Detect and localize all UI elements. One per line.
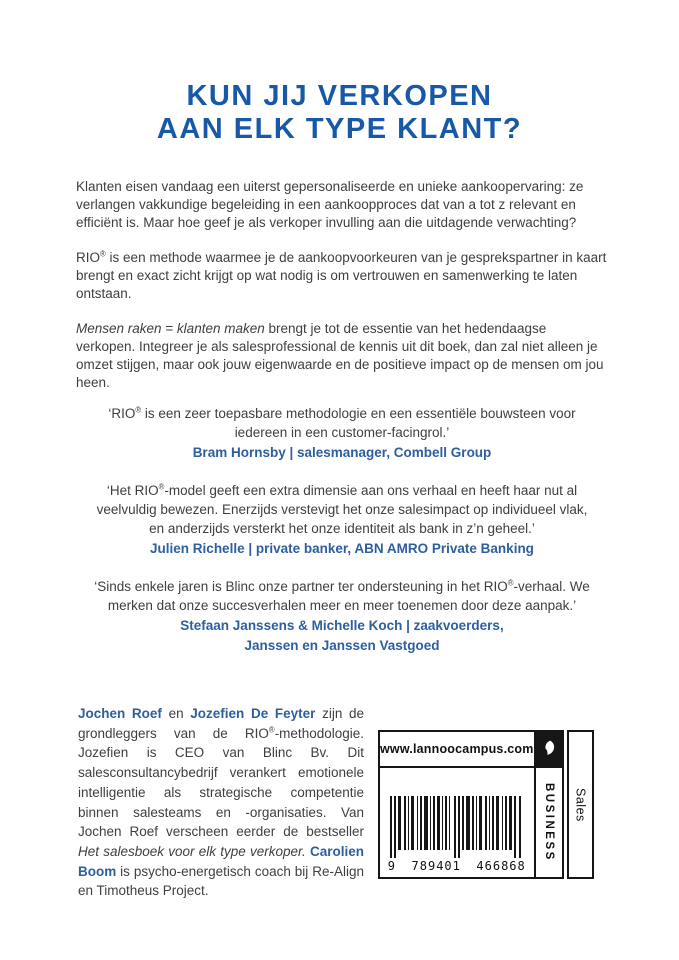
- intro-paragraph-3: Mensen raken = klanten maken brengt je tot de essentie van het hedendaagse verkopen. Integreer je als salesprofessional de kennis uit dit boek, dan zal niet alleen je omzet stijgen, maar ook jouw eigenwaarde en de positieve impact op de mensen om jou heen.: [76, 321, 604, 390]
- testimonial-1: [76, 404, 608, 462]
- isbn-digit-group-3: 466868: [476, 859, 526, 873]
- testimonial-3-quote: ‘Sinds enkele jaren is Blinc onze partner ter ondersteuning in het RIO®-verhaal. We merken dat onze succesverhalen meer en meer toenemen door deze aanpak.’: [94, 578, 590, 613]
- cover-title-line-2: AAN ELK TYPE KLANT?: [156, 113, 523, 145]
- category-label-sales: Sales: [567, 730, 594, 879]
- testimonials-section: [76, 404, 608, 674]
- author-bio: Jochen Roef en Jozefien De Feyter zijn de grondleggers van de RIO®-methodologie. Jozefien is CEO van Blinc Bv. Dit salesconsultancybedrijf verankert emotionele intelligentie als strategische competentie binnen salesteams en -organisaties. Van Jochen Roef verscheen eerder de bestseller Het salesboek voor elk type verkoper. Carolien Boom is psycho-energetisch coach bij Re-Align en Timotheus Project.: [78, 706, 365, 899]
- testimonial-1-quote: ‘RIO® is een zeer toepasbare methodologie en een essentiële bouwsteen voor iedereen in een customer-facingrol.’: [108, 405, 576, 440]
- intro-paragraph-1: Klanten eisen vandaag een uiterst gepersonaliseerde en unieke aankoopervaring: ze verlangen vakkundige begeleiding in een aankoopproces dat van a tot z relevant en efficiënt is. Maar hoe geef je als verkoper invulling aan die uitdagende verwachting?: [76, 179, 584, 230]
- testimonial-3-attribution-line-1: Stefaan Janssens & Michelle Koch | zaakvoerders,: [180, 618, 504, 633]
- testimonial-1-attribution: Bram Hornsby | salesmanager, Combell Group: [192, 445, 492, 460]
- isbn-digit-group-1: 9: [387, 859, 397, 873]
- intro-paragraph-2: RIO® is een methode waarmee je de aankoopvoorkeuren van je gesprekspartner in kaart brengt en exact zicht krijgt op wat nodig is om vertrouwen en samenwerking te laten ontstaan.: [76, 249, 607, 301]
- barcode-bars-graphic: [386, 796, 528, 858]
- testimonial-3-attribution-line-2: Janssen en Janssen Vastgoed: [244, 638, 440, 653]
- publisher-logo-box: [536, 732, 562, 768]
- cover-title-line-1: KUN JIJ VERKOPEN: [186, 80, 493, 112]
- testimonial-2: [76, 481, 608, 558]
- publisher-website: www.lannoocampus.com: [380, 732, 534, 768]
- barcode-block: [378, 730, 564, 879]
- barcode-right-panel: [536, 732, 562, 877]
- isbn-digit-group-2: 789401: [411, 859, 461, 873]
- barcode-left-panel: [380, 732, 536, 877]
- category-label-business: BUSINESS: [542, 783, 555, 862]
- isbn-number: [386, 858, 528, 875]
- ean-barcode: [380, 768, 534, 877]
- intro-text: [76, 178, 608, 409]
- testimonial-2-attribution: Julien Richelle | private banker, ABN AMRO Private Banking: [150, 541, 534, 556]
- cover-title: [0, 80, 679, 146]
- testimonial-2-quote: ‘Het RIO®-model geeft een extra dimensie aan ons verhaal en heeft haar nut al veelvuldig bewezen. Enerzijds verstevigt het onze salesimpact op individueel vlak, en anderzijds versterkt het onze identiteit als bank in z’n geheel.’: [96, 482, 588, 536]
- lannoo-flame-icon: [541, 739, 557, 759]
- testimonial-3: [76, 577, 608, 655]
